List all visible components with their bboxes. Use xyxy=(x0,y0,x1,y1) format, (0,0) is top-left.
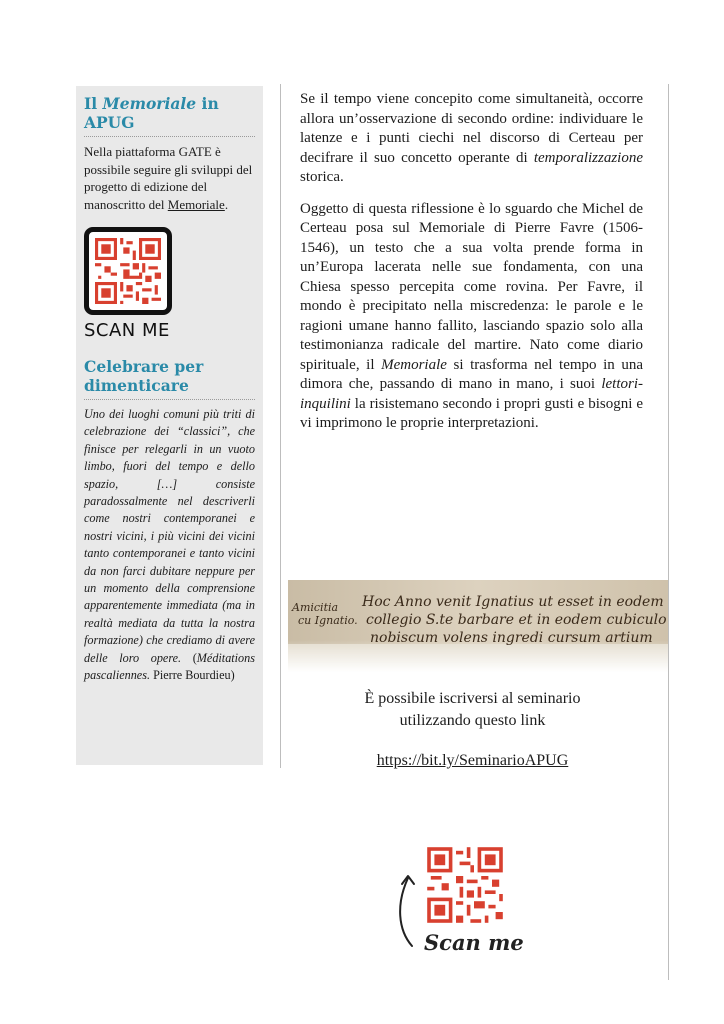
sidebar-gate-text: Nella piattaforma GATE è possibile seguire gli sviluppi del progetto di edizione del manoscritto del Memoriale. xyxy=(84,144,253,212)
main-text xyxy=(300,90,643,446)
bourdieu-quote: Uno dei luoghi comuni più triti di celebrazione dei “classici”, che finisce per relegarli in un vuoto limbo, fuori del tempo e dello spazio, […] consiste paradossalmente nel descriverli come nostri contemporanei e nostri vicini, i più vicini dei vicini tanto contemporanei e tanto vicini da non farci dubitare neppure per un momento della comprensione apparentemente immediata (ma in realtà mediata da tutta la nostra formazione) che crediamo di avere delle loro opere. (Méditations pascaliennes. Pierre Bourdieu) xyxy=(84,407,255,683)
manuscript-line-2: collegio S.te barbare et in eodem cubiculo xyxy=(366,612,667,628)
column-divider-right xyxy=(668,84,669,980)
paragraph-2: Oggetto di questa riflessione è lo sguardo che Michel de Certeau posa sul Memoriale di Pierre Favre (1506-1546), un testo che a sua volta prende forma in un’Europa lacerata nelle sue fondamenta, con una Chiesa spesso percepita come rovina. Per Favre, il mondo è precipitato nella miscredenza: le parole e le ragioni umane hanno fallito, lasciando spazio solo alla testimonianza radicale del martire. Nato come diario spirituale, il Memoriale si trasforma nel tempo in una dimora che, passando di mano in mano, i suoi lettori-inquilini la risistemano secondo i propri gusti e bisogni e vi imprimono le proprie interpretazioni. xyxy=(300,200,644,431)
scan-me-label: SCAN ME xyxy=(84,320,170,341)
qr-code-icon xyxy=(420,840,510,930)
sidebar-heading-memoriale: Il Memoriale in APUG xyxy=(84,94,219,132)
sidebar xyxy=(76,86,263,765)
dotted-divider xyxy=(84,399,255,400)
column-divider-left xyxy=(280,84,281,768)
sidebar-heading-celebrare: Celebrare per dimenticare xyxy=(84,357,204,395)
margin-note-2: cu Ignatio. xyxy=(298,614,358,627)
margin-note-1: Amicitia xyxy=(292,601,339,614)
curved-arrow-icon xyxy=(394,870,424,950)
scan-me-handwritten: Scan me xyxy=(424,930,524,955)
paragraph-1: Se il tempo viene concepito come simultaneità, occorre allora un’osservazione di secondo ordine: individuare le latenze e i punti ciechi nel discorso di Certeau per decifrare il suo concetto operante di temporalizzazione storica. xyxy=(300,91,643,185)
manuscript-image xyxy=(288,580,668,672)
manuscript-photo xyxy=(288,580,668,672)
manuscript-line-1: Hoc Anno venit Ignatius ut esset in eodem xyxy=(362,594,664,610)
bottom-qr-code[interactable] xyxy=(420,840,510,930)
subscribe-text: È possibile iscriversi al seminario utilizzando questo link xyxy=(364,690,581,729)
qr-code-icon xyxy=(95,238,161,304)
seminar-link[interactable]: https://bit.ly/SeminarioAPUG xyxy=(376,752,569,769)
memoriale-link[interactable]: Memoriale xyxy=(167,196,225,212)
dotted-divider xyxy=(84,136,255,137)
qr-code-frame[interactable] xyxy=(84,227,172,315)
manuscript-line-3: nobiscum volens ingredi cursum artium xyxy=(370,630,653,646)
